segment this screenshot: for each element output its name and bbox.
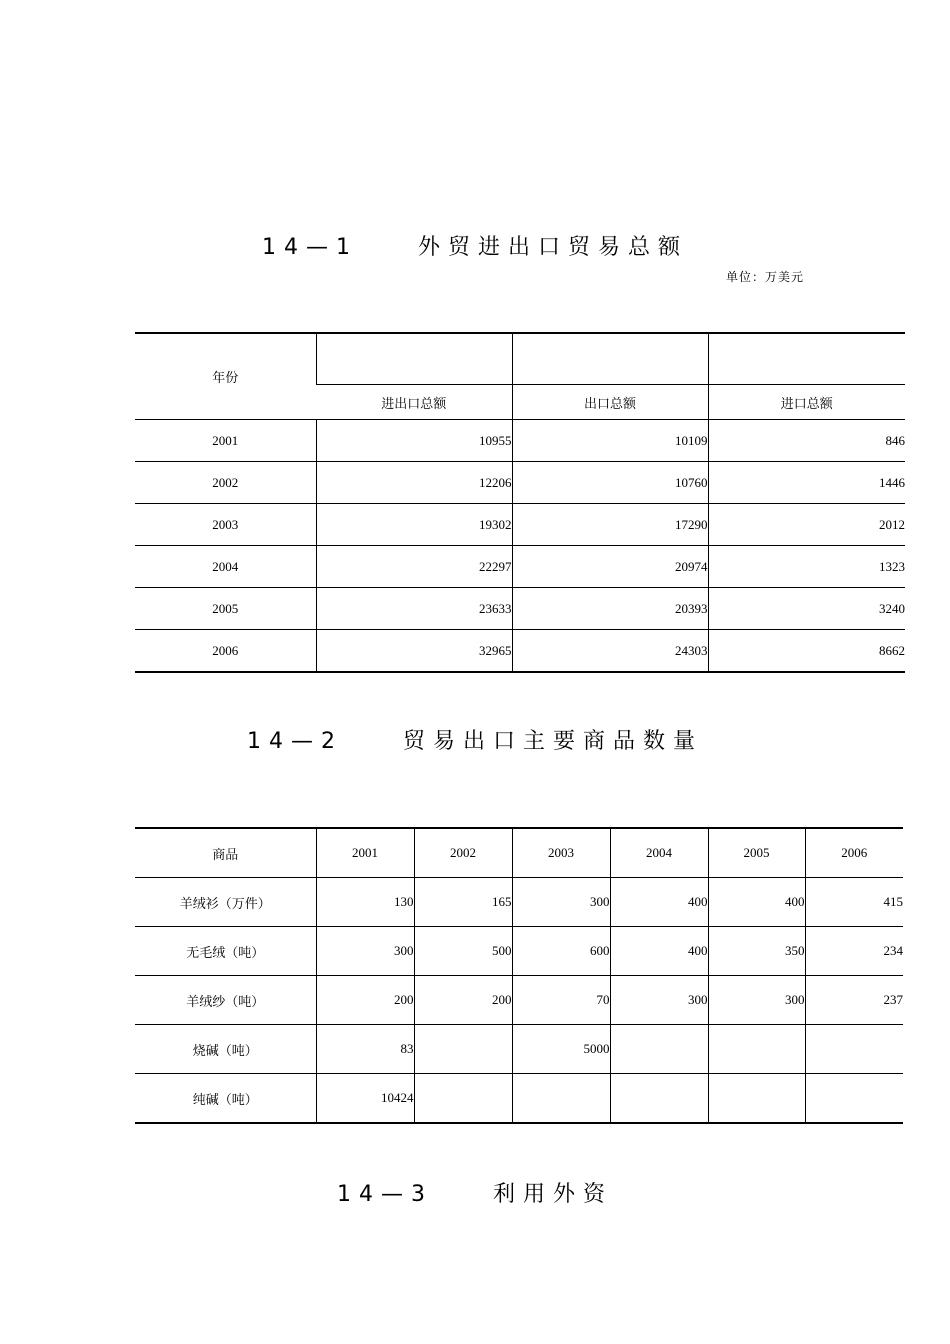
import-cell: 8662 [708,630,905,673]
table-row [135,462,905,504]
trade-total-table [135,332,905,673]
export-cell: 20393 [512,588,708,630]
value-cell: 415 [805,878,903,927]
year-cell: 2001 [135,420,316,462]
item-cell: 无毛绒（吨） [135,927,316,976]
table3-title-number: 14—3 [336,1182,433,1207]
value-cell: 10424 [316,1074,414,1124]
import-cell: 846 [708,420,905,462]
year-header: 2003 [512,828,610,878]
table-row [135,420,905,462]
year-cell: 2006 [135,630,316,673]
item-cell: 羊绒纱（吨） [135,976,316,1025]
total-cell: 12206 [316,462,512,504]
table-row [135,630,905,673]
value-cell: 234 [805,927,903,976]
value-cell: 200 [414,976,512,1025]
item-cell: 烧碱（吨） [135,1025,316,1074]
item-cell: 羊绒衫（万件） [135,878,316,927]
import-cell: 1446 [708,462,905,504]
year-cell: 2005 [135,588,316,630]
table-row [135,878,903,927]
export-cell: 10760 [512,462,708,504]
year-header: 2006 [805,828,903,878]
export-cell: 17290 [512,504,708,546]
value-cell: 300 [610,976,708,1025]
value-cell: 400 [610,927,708,976]
value-cell [805,1025,903,1074]
table1-title-number: 14—1 [261,235,358,260]
year-header: 年份 [212,370,239,385]
year-cell: 2003 [135,504,316,546]
table-row [135,546,905,588]
header-row [135,828,903,878]
value-cell [708,1074,805,1124]
value-cell [610,1074,708,1124]
value-cell: 400 [610,878,708,927]
export-cell: 24303 [512,630,708,673]
table-row [135,1074,903,1124]
total-cell: 19302 [316,504,512,546]
total-cell: 32965 [316,630,512,673]
year-header: 2002 [414,828,512,878]
table-row [135,588,905,630]
year-cell: 2004 [135,546,316,588]
table1-title [0,230,950,261]
import-cell: 3240 [708,588,905,630]
value-cell: 300 [316,927,414,976]
import-cell: 1323 [708,546,905,588]
item-header: 商品 [212,846,239,862]
column-header: 进口总额 [708,385,905,420]
table-row [135,1025,903,1074]
table1-title-text: 外贸进出口贸易总额 [417,235,688,260]
table-row [135,976,903,1025]
total-cell: 23633 [316,588,512,630]
value-cell: 300 [512,878,610,927]
year-header: 2005 [708,828,805,878]
year-cell: 2002 [135,462,316,504]
table2-title-number: 14—2 [246,729,343,754]
export-goods-table [135,827,903,1124]
table-row [135,927,903,976]
table3-title-text: 利用外资 [492,1182,613,1207]
table-row [135,504,905,546]
value-cell [708,1025,805,1074]
value-cell: 165 [414,878,512,927]
table2-title-text: 贸易出口主要商品数量 [402,729,703,754]
value-cell: 200 [316,976,414,1025]
value-cell [610,1025,708,1074]
value-cell [414,1074,512,1124]
value-cell: 237 [805,976,903,1025]
value-cell: 5000 [512,1025,610,1074]
value-cell [414,1025,512,1074]
header-blank [708,333,905,385]
total-cell: 10955 [316,420,512,462]
column-header: 进出口总额 [316,385,512,420]
value-cell: 130 [316,878,414,927]
value-cell [512,1074,610,1124]
value-cell [805,1074,903,1124]
export-cell: 10109 [512,420,708,462]
value-cell: 400 [708,878,805,927]
table1-unit: 单位：万美元 [726,270,805,284]
year-header: 2001 [316,828,414,878]
value-cell: 350 [708,927,805,976]
header-blank [512,333,708,385]
export-cell: 20974 [512,546,708,588]
value-cell: 70 [512,976,610,1025]
column-header: 出口总额 [512,385,708,420]
item-cell: 纯碱（吨） [135,1074,316,1124]
import-cell: 2012 [708,504,905,546]
value-cell: 83 [316,1025,414,1074]
value-cell: 600 [512,927,610,976]
table3-title [0,1177,950,1208]
value-cell: 300 [708,976,805,1025]
table2-title [0,724,950,755]
value-cell: 500 [414,927,512,976]
header-blank [316,333,512,385]
total-cell: 22297 [316,546,512,588]
year-header: 2004 [610,828,708,878]
